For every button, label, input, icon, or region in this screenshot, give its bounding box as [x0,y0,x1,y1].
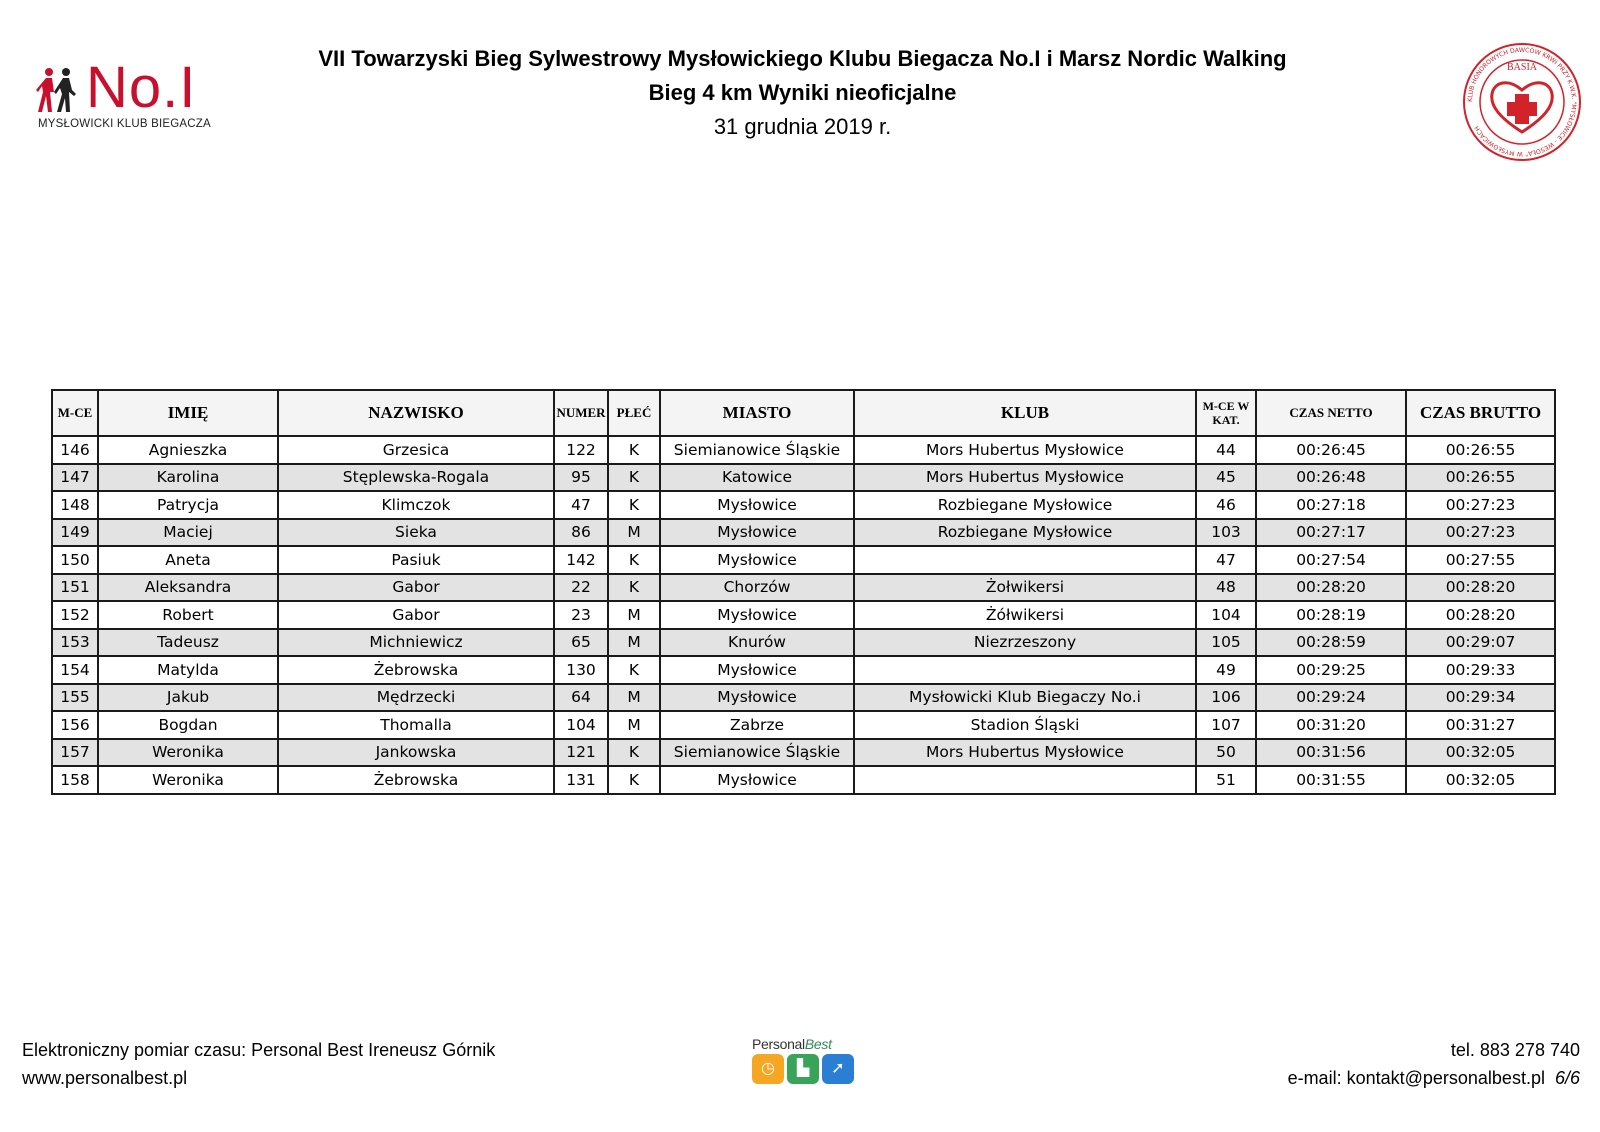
cell-gross-time: 00:32:05 [1406,766,1555,794]
cell-club: Żółwikersi [854,601,1196,629]
race-subtitle: Bieg 4 km Wyniki nieoficjalne [648,80,957,105]
cell-sex: K [608,656,660,684]
cell-category-place: 45 [1196,464,1256,492]
cell-sex: M [608,711,660,739]
cell-last-name: Gabor [278,601,554,629]
cell-last-name: Mędrzecki [278,684,554,712]
cell-number: 47 [554,491,608,519]
cell-net-time: 00:31:56 [1256,739,1406,767]
cell-first-name: Maciej [98,519,278,547]
cell-number: 22 [554,574,608,602]
cell-sex: K [608,739,660,767]
cell-last-name: Klimczok [278,491,554,519]
cell-club: Rozbiegane Mysłowice [854,491,1196,519]
cell-first-name: Patrycja [98,491,278,519]
cell-last-name: Stęplewska-Rogala [278,464,554,492]
podium-icon: ▙ [787,1054,819,1084]
cell-first-name: Agnieszka [98,436,278,464]
cell-category-place: 48 [1196,574,1256,602]
cell-sex: M [608,519,660,547]
pb-logo-text-b: Best [804,1036,832,1052]
table-row [52,711,1555,739]
cell-club: Rozbiegane Mysłowice [854,519,1196,547]
cell-sex: K [608,766,660,794]
cell-number: 65 [554,629,608,657]
cell-category-place: 106 [1196,684,1256,712]
cell-club: Mysłowicki Klub Biegaczy No.i [854,684,1196,712]
results-body [52,436,1555,794]
cell-first-name: Matylda [98,656,278,684]
email-address[interactable]: e-mail: kontakt@personalbest.pl [1287,1068,1545,1088]
table-row [52,436,1555,464]
cell-club: Mors Hubertus Mysłowice [854,436,1196,464]
cell-city: Siemianowice Śląskie [660,436,854,464]
cell-number: 130 [554,656,608,684]
seal-center-text: BASIA [1506,62,1538,73]
cell-net-time: 00:31:20 [1256,711,1406,739]
cell-gross-time: 00:26:55 [1406,436,1555,464]
cell-number: 23 [554,601,608,629]
col-header-sex: PŁEĆ [608,390,660,436]
cell-first-name: Karolina [98,464,278,492]
cell-place: 150 [52,546,98,574]
seal-ring-text: KLUB HONOROWYCH DAWCÓW KRWI PRZY K.W.K. "MYSŁOWICE - WESOŁA" W MYSŁOWICACH [1466,46,1578,158]
cell-last-name: Sieka [278,519,554,547]
col-header-city: MIASTO [660,390,854,436]
table-row [52,629,1555,657]
cell-city: Mysłowice [660,766,854,794]
cell-city: Siemianowice Śląskie [660,739,854,767]
cell-number: 86 [554,519,608,547]
cell-sex: K [608,491,660,519]
cell-club [854,766,1196,794]
cell-place: 156 [52,711,98,739]
club-logo-brand: No.I [86,55,197,120]
cell-last-name: Pasiuk [278,546,554,574]
runner-icon: ➚ [822,1054,854,1084]
cell-gross-time: 00:26:55 [1406,464,1555,492]
cell-club: Mors Hubertus Mysłowice [854,464,1196,492]
cell-net-time: 00:31:55 [1256,766,1406,794]
cell-net-time: 00:29:25 [1256,656,1406,684]
cell-gross-time: 00:31:27 [1406,711,1555,739]
col-header-category-place: M-CE W KAT. [1196,390,1256,436]
cell-sex: K [608,546,660,574]
cell-last-name: Żebrowska [278,766,554,794]
cell-category-place: 51 [1196,766,1256,794]
cell-place: 154 [52,656,98,684]
cell-city: Mysłowice [660,546,854,574]
club-logo-subtitle: MYSŁOWICKI KLUB BIEGACZA [38,118,211,130]
cell-net-time: 00:29:24 [1256,684,1406,712]
cell-club [854,656,1196,684]
page-number: 6/6 [1554,1068,1580,1088]
cell-net-time: 00:28:20 [1256,574,1406,602]
table-row [52,656,1555,684]
cell-place: 149 [52,519,98,547]
cell-first-name: Weronika [98,739,278,767]
cell-place: 148 [52,491,98,519]
club-logo [36,55,216,134]
cell-club: Żołwikersi [854,574,1196,602]
col-header-number: NUMER [554,390,608,436]
cell-net-time: 00:27:18 [1256,491,1406,519]
cell-first-name: Tadeusz [98,629,278,657]
event-title: VII Towarzyski Bieg Sylwestrowy Mysłowickiego Klubu Biegacza No.I i Marsz Nordic Walking [318,46,1287,71]
table-row [52,766,1555,794]
col-header-club: KLUB [854,390,1196,436]
cell-category-place: 46 [1196,491,1256,519]
cell-city: Knurów [660,629,854,657]
cell-place: 147 [52,464,98,492]
cell-sex: K [608,464,660,492]
cell-place: 146 [52,436,98,464]
personal-best-logo [752,1036,862,1088]
cell-gross-time: 00:27:23 [1406,519,1555,547]
cell-city: Mysłowice [660,684,854,712]
cell-first-name: Bogdan [98,711,278,739]
cell-last-name: Grzesica [278,436,554,464]
pb-logo-text-a: Personal [752,1036,805,1052]
cell-sex: K [608,436,660,464]
cell-place: 153 [52,629,98,657]
table-row [52,601,1555,629]
cell-city: Katowice [660,464,854,492]
cell-place: 158 [52,766,98,794]
cell-category-place: 105 [1196,629,1256,657]
cell-gross-time: 00:28:20 [1406,574,1555,602]
table-row [52,739,1555,767]
cell-number: 131 [554,766,608,794]
event-date: 31 grudnia 2019 r. [713,114,892,139]
col-header-net-time: CZAS NETTO [1256,390,1406,436]
cell-number: 95 [554,464,608,492]
table-row [52,491,1555,519]
cell-gross-time: 00:32:05 [1406,739,1555,767]
cell-gross-time: 00:28:20 [1406,601,1555,629]
cell-last-name: Thomalla [278,711,554,739]
col-header-last-name: NAZWISKO [278,390,554,436]
table-row [52,684,1555,712]
cell-city: Zabrze [660,711,854,739]
cell-gross-time: 00:27:23 [1406,491,1555,519]
cell-first-name: Aleksandra [98,574,278,602]
table-row [52,464,1555,492]
cell-category-place: 47 [1196,546,1256,574]
cell-net-time: 00:27:17 [1256,519,1406,547]
runners-icon [36,66,80,116]
cell-number: 121 [554,739,608,767]
cell-city: Mysłowice [660,601,854,629]
table-header-row [52,390,1555,436]
cell-category-place: 44 [1196,436,1256,464]
cell-club: Mors Hubertus Mysłowice [854,739,1196,767]
cell-net-time: 00:28:59 [1256,629,1406,657]
cell-category-place: 103 [1196,519,1256,547]
timing-credit: Elektroniczny pomiar czasu: Personal Best Ireneusz Górnik [22,1040,496,1060]
cell-place: 151 [52,574,98,602]
cell-city: Chorzów [660,574,854,602]
cell-first-name: Aneta [98,546,278,574]
blood-donor-seal-icon [1460,40,1584,164]
cell-number: 64 [554,684,608,712]
cell-last-name: Michniewicz [278,629,554,657]
website-link[interactable]: www.personalbest.pl [22,1068,188,1088]
cell-sex: M [608,684,660,712]
col-header-first-name: IMIĘ [98,390,278,436]
cell-net-time: 00:26:45 [1256,436,1406,464]
footer-right [1288,1036,1580,1092]
col-header-place: M-CE [52,390,98,436]
cell-city: Mysłowice [660,656,854,684]
cell-sex: M [608,601,660,629]
cell-gross-time: 00:29:34 [1406,684,1555,712]
cell-club: Niezrzeszony [854,629,1196,657]
cell-category-place: 107 [1196,711,1256,739]
stopwatch-icon: ◷ [752,1054,784,1084]
cell-number: 104 [554,711,608,739]
cell-net-time: 00:27:54 [1256,546,1406,574]
phone-number: tel. 883 278 740 [1450,1040,1580,1060]
cell-gross-time: 00:27:55 [1406,546,1555,574]
cell-category-place: 104 [1196,601,1256,629]
cell-category-place: 49 [1196,656,1256,684]
table-row [52,546,1555,574]
table-row [52,574,1555,602]
cell-city: Mysłowice [660,491,854,519]
cell-place: 152 [52,601,98,629]
cell-gross-time: 00:29:33 [1406,656,1555,684]
cell-place: 157 [52,739,98,767]
cell-last-name: Żebrowska [278,656,554,684]
cell-city: Mysłowice [660,519,854,547]
cell-club [854,546,1196,574]
cell-place: 155 [52,684,98,712]
cell-gross-time: 00:29:07 [1406,629,1555,657]
cell-club: Stadion Śląski [854,711,1196,739]
cell-number: 142 [554,546,608,574]
document-header [280,42,1325,144]
cell-last-name: Jankowska [278,739,554,767]
cell-first-name: Weronika [98,766,278,794]
cell-number: 122 [554,436,608,464]
cell-last-name: Gabor [278,574,554,602]
results-table [51,389,1556,795]
cell-first-name: Robert [98,601,278,629]
col-header-gross-time: CZAS BRUTTO [1406,390,1555,436]
cell-sex: K [608,574,660,602]
cell-sex: M [608,629,660,657]
cell-category-place: 50 [1196,739,1256,767]
cell-net-time: 00:28:19 [1256,601,1406,629]
cell-net-time: 00:26:48 [1256,464,1406,492]
cell-first-name: Jakub [98,684,278,712]
table-row [52,519,1555,547]
footer-left [22,1036,495,1092]
